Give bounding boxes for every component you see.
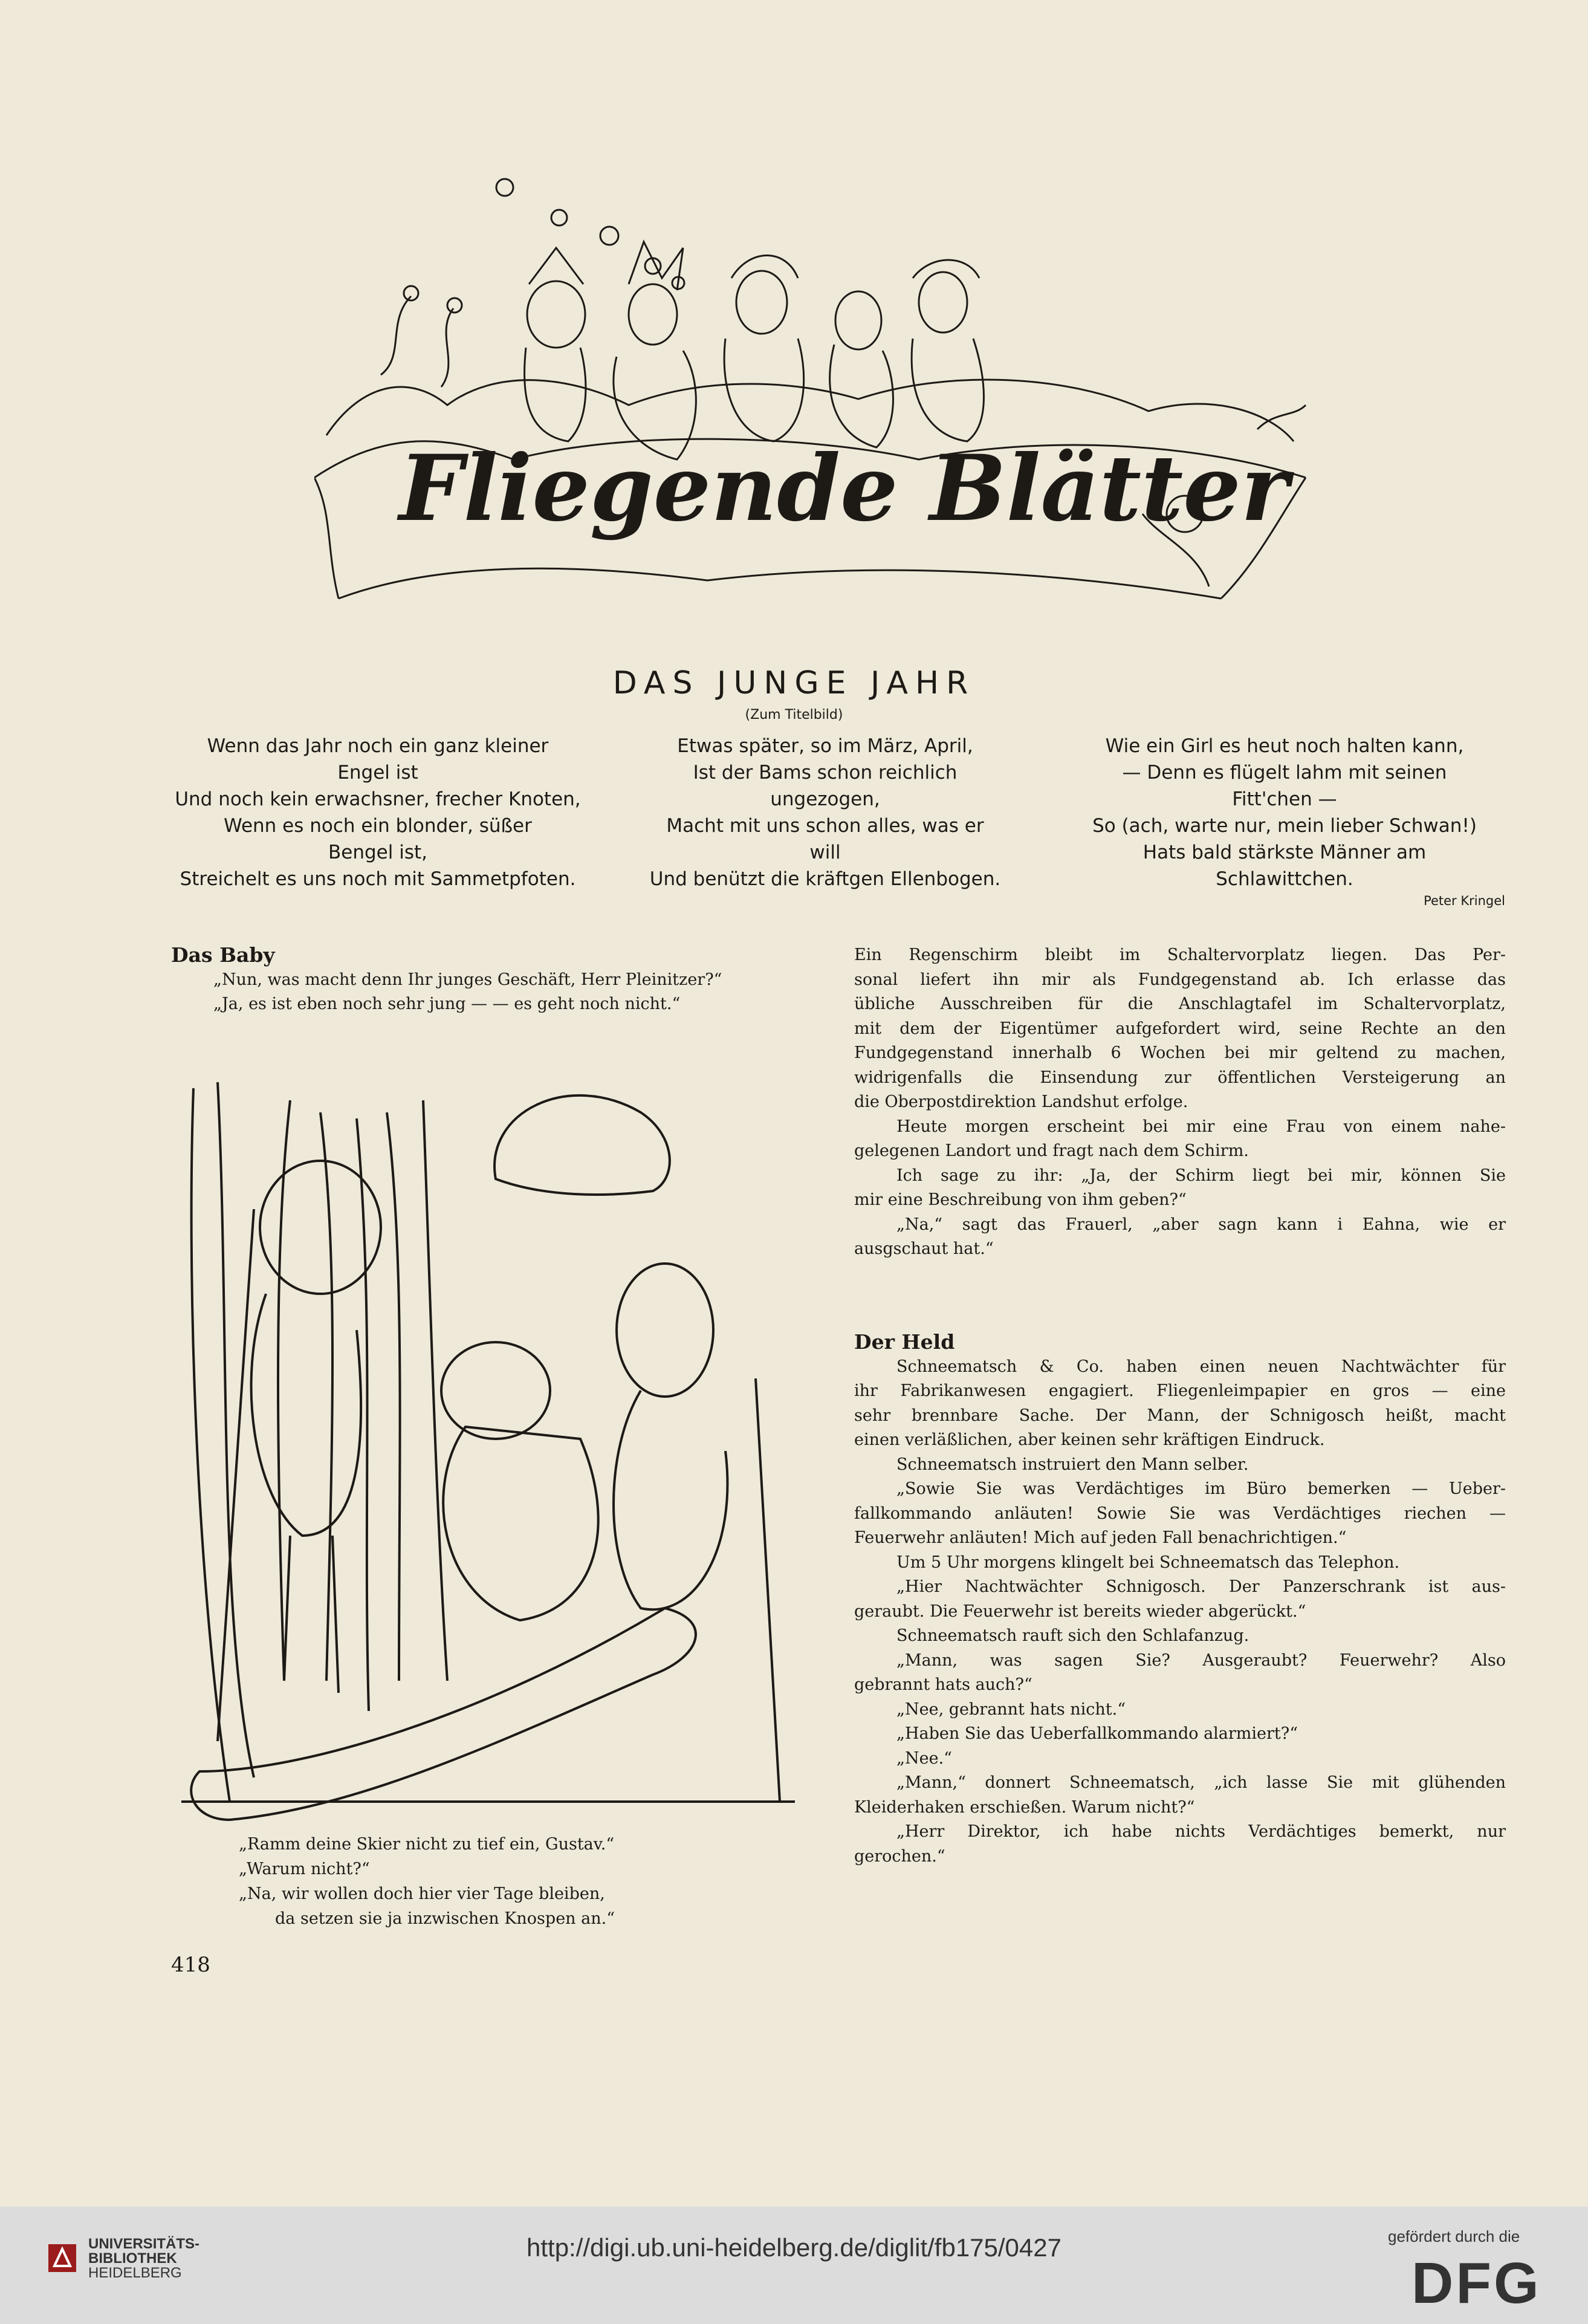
library-name-line: HEIDELBERG [88,2265,182,2281]
caption-line: da setzen sie ja inzwischen Knospen an.“ [275,1909,615,1928]
cartoon-caption [239,1832,777,1931]
poem-line: Hats bald stärkste Männer am [1142,842,1427,863]
source-url-link[interactable]: http://digi.ub.uni-heidelberg.de/diglit/fb175/0427 [527,2233,1061,2262]
dialogue-line: „Nun, was macht denn Ihr junges Geschäft, Herr Pleinitzer?“ [213,970,722,989]
text-line: übliche Ausschreiben für die Anschlagtafel im Schaltervorplatz, [854,995,1506,1013]
poem-line: So (ach, warte nur, mein lieber Schwan!) [1092,815,1477,837]
text-line: Schneematsch & Co. haben einen neuen Nachtwächter für [896,1357,1506,1376]
text-line: „Na,“ sagt das Frauerl, „aber sagn kann i Eahna, wie er [896,1215,1506,1234]
text-line: „Nee.“ [896,1748,952,1768]
page-number: 418 [171,1953,210,1977]
poem-line: Etwas später, so im März, April, [677,735,973,757]
library-name-line: BIBLIOTHEK [88,2250,177,2267]
poem-column-1 [157,733,598,892]
poem-title: DAS JUNGE JAHR [612,665,976,701]
text-line: Kleiderhaken erschießen. Warum nicht?“ [854,1797,1195,1817]
text-line: „Hier Nachtwächter Schnigosch. Der Panzerschrank ist aus- [896,1577,1506,1596]
text-line: einen verläßlichen, aber keinen sehr kräftigen Eindruck. [854,1430,1325,1449]
poem-column-2 [617,733,1034,892]
caption-line: „Na, wir wollen doch hier vier Tage bleiben, [239,1884,605,1903]
poem-line: Streichelt es uns noch mit Sammetpfoten. [180,868,576,890]
poem-line: Und benützt die kräftgen Ellenbogen. [649,868,1001,890]
text-line: Schneematsch rauft sich den Schlafanzug. [896,1626,1249,1645]
poem-line: will [809,842,841,863]
poem-line: Wenn das Jahr noch ein ganz kleiner [207,735,549,757]
caption-line: „Warum nicht?“ [239,1860,370,1878]
text-line: „Nee, gebrannt hats nicht.“ [896,1699,1126,1719]
section-heading: Der Held [854,1330,955,1354]
poem-line: Schlawittchen. [1216,868,1353,890]
poem-line: Und noch kein erwachsner, frecher Knoten, [175,788,581,810]
poem-line: Engel ist [337,762,418,784]
dfg-logo: DFG [1411,2251,1541,2316]
poem-line: Ist der Bams schon reichlich [693,762,958,784]
umbrella-section [854,943,1506,1262]
text-line: Ein Regenschirm bleibt im Schaltervorplatz liegen. Das Per- [854,946,1506,964]
poem-line: Fitt'chen — [1232,788,1337,810]
text-line: Feuerwehr anläuten! Mich auf jeden Fall benachrichtigen.“ [854,1528,1347,1547]
text-line: „Sowie Sie was Verdächtiges im Büro bemerken — Ueber- [896,1479,1506,1498]
text-line: „Mann, was sagen Sie? Ausgeraubt? Feuerwehr? Also [896,1650,1506,1670]
poem-line: Wie ein Girl es heut noch halten kann, [1105,735,1464,757]
text-line: gebrannt hats auch?“ [854,1675,1032,1694]
text-line: widrigenfalls die Einsendung zur öffentlichen Versteigerung an [854,1068,1506,1087]
text-line: ihr Fabrikanwesen engagiert. Fliegenleimpapier en gros — eine [854,1381,1506,1400]
text-line: „Haben Sie das Ueberfallkommando alarmiert?“ [896,1724,1298,1743]
poem-line: Macht mit uns schon alles, was er [666,815,984,837]
dialogue-line: „Ja, es ist eben noch sehr jung — — es geht noch nicht.“ [213,995,681,1013]
poem-author: Peter Kringel [1424,894,1505,908]
text-line: sonal liefert ihn mir als Fundgegenstand ab. Ich erlasse das [854,970,1506,989]
text-line: Schneematsch instruiert den Mann selber. [896,1455,1249,1474]
poem-line: Wenn es noch ein blonder, süßer [224,815,532,837]
text-line: gelegenen Landort und fragt nach dem Schirm. [854,1141,1249,1160]
text-line: ausgschaut hat.“ [854,1239,994,1258]
text-line: Fundgegenstand innerhalb 6 Wochen bei mir geltend zu machen, [854,1044,1506,1062]
poem-line: Bengel ist, [328,842,427,863]
text-line: mir eine Beschreibung von ihm geben?“ [854,1190,1187,1209]
library-name-line: UNIVERSITÄTS- [88,2236,200,2252]
text-line: fallkommando anläuten! Sowie Sie was Verdächtiges riechen — [854,1504,1506,1523]
text-line: Heute morgen erscheint bei mir eine Frau von einem nahe- [896,1117,1506,1136]
sponsor-text: gefördert durch die [1388,2227,1520,2245]
poem-line: ungezogen, [770,788,880,810]
caption-line: „Ramm deine Skier nicht zu tief ein, Gustav.“ [239,1835,615,1854]
section-heading: Das Baby [171,943,275,967]
text-line: geraubt. Die Feuerwehr ist bereits wieder abgerückt.“ [854,1602,1306,1621]
text-line: mit dem der Eigentümer aufgefordert wird, seine Rechte an den [854,1019,1506,1038]
cartoon-illustration [181,1076,795,1838]
baby-section [171,943,812,1017]
masthead-title: Fliegende Blätter [399,435,1289,542]
text-line: gerochen.“ [854,1846,945,1866]
text-line: Ich sage zu ihr: „Ja, der Schirm liegt bei mir, können Sie [896,1166,1506,1185]
text-line: „Mann,“ donnert Schneematsch, „ich lasse Sie mit glühenden [896,1773,1506,1792]
poem-line: — Denn es flügelt lahm mit seinen [1122,762,1447,784]
masthead-illustration [314,175,1318,617]
footer-bar [0,2207,1588,2324]
text-line: die Oberpostdirektion Landshut erfolge. [854,1092,1188,1111]
hero-section [854,1330,1506,1869]
poem-column-3 [1064,733,1505,892]
text-line: „Herr Direktor, ich habe nichts Verdächtiges bemerkt, nur [896,1822,1506,1841]
poem-subtitle: (Zum Titelbild) [745,707,843,722]
text-line: sehr brennbare Sache. Der Mann, der Schnigosch heißt, macht [854,1406,1506,1425]
text-line: Um 5 Uhr morgens klingelt bei Schneematsch das Telephon. [896,1553,1400,1572]
